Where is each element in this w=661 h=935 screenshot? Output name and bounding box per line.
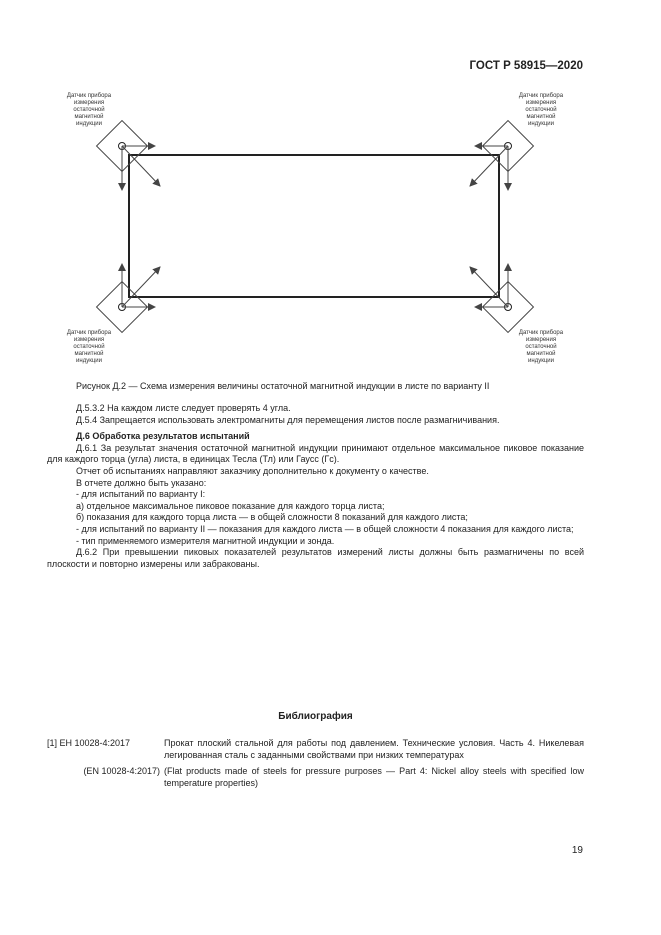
sensor-label-bottom-left: Датчик прибора измерения остаточной магнитной индукции [66, 330, 112, 364]
sensor-label-bottom-right: Датчик прибора измерения остаточной магнитной индукции [518, 330, 564, 364]
paragraph: Отчет об испытаниях направляют заказчику дополнительно к документу о качестве. [76, 465, 429, 476]
sensor-label-top-left: Датчик прибора измерения остаточной магнитной индукции [66, 93, 112, 127]
bibliography-text: (Flat products made of steels for pressure purposes — Part 4: Nickel alloy steels with specified low temperature properties) [164, 766, 584, 788]
measurement-diagram [0, 0, 661, 380]
paragraph: Д.5.4 Запрещается использовать электромагниты для перемещения листов после размагничивания. [76, 414, 500, 425]
bibliography-text: Прокат плоский стальной для работы под давлением. Технические условия. Часть 4. Никелевая легированная сталь с заданными свойствами при низких температурах [164, 738, 584, 760]
sensor-bottom-right [470, 264, 533, 332]
list-item: - для испытаний по варианту II — показания для каждого листа — в общей сложности 4 показания для каждого листа; [76, 523, 574, 534]
section-heading: Д.6 Обработка результатов испытаний [76, 431, 250, 442]
bibliography-entry [47, 765, 584, 789]
body-text [47, 403, 584, 570]
list-item: - тип применяемого измерителя магнитной индукции и зонда. [76, 535, 335, 546]
list-item: а) отдельное максимальное пиковое показание для каждого торца листа; [76, 500, 385, 511]
paragraph: Д.6.1 За результат значения остаточной магнитной индукции принимают отдельное максимальное пиковое показание для каждого торца (угла) листа, в единицах Тесла (Тл) или Гаусс (Гс). [47, 442, 584, 465]
bibliography-list [47, 737, 584, 793]
page-number: 19 [571, 845, 583, 856]
paragraph: Д.5.3.2 На каждом листе следует проверять 4 угла. [76, 403, 291, 413]
document-header: ГОСТ Р 58915—2020 [469, 60, 583, 72]
bibliography-ref: (EN 10028-4:2017) [83, 766, 160, 776]
list-item: б) показания для каждого торца листа — в общей сложности 8 показаний для каждого листа; [76, 512, 468, 523]
sensor-label-top-right: Датчик прибора измерения остаточной магнитной индукции [518, 93, 564, 127]
figure-caption: Рисунок Д.2 — Схема измерения величины остаточной магнитной индукции в листе по варианту II [76, 381, 490, 391]
paragraph: В отчете должно быть указано: [76, 477, 207, 488]
bibliography-title: Библиография [278, 711, 353, 722]
paragraph: Д.6.2 При превышении пиковых показателей результатов измерений листы должны быть размагничены по всей плоскости и повторно измерены или забракованы. [47, 547, 584, 569]
bibliography-ref: [1] ЕН 10028-4:2017 [47, 738, 131, 748]
steel-sheet-outline [129, 155, 499, 297]
bibliography-entry [47, 737, 584, 761]
list-item: - для испытаний по варианту I: [76, 489, 206, 500]
